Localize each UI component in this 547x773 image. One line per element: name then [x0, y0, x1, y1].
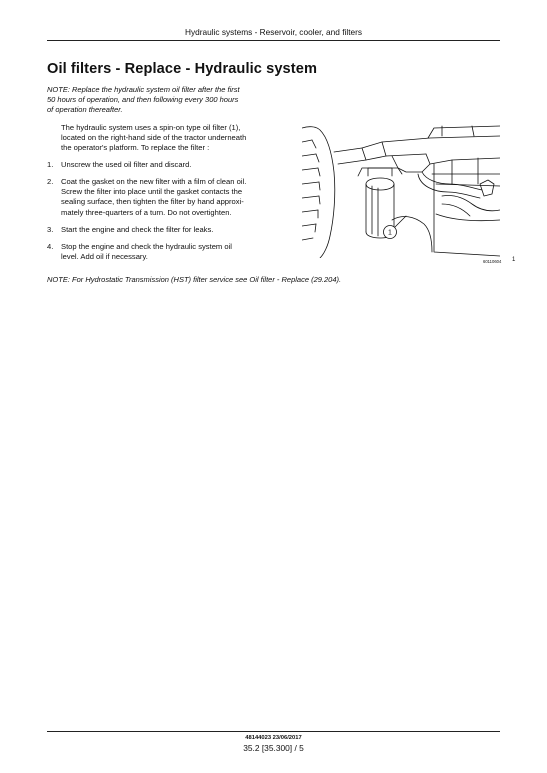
step-line: Stop the engine and check the hydraulic system oil [61, 242, 232, 251]
step-line: Unscrew the used oil filter and discard. [61, 160, 192, 169]
footer-doc-code: 48144023 23/06/2017 [245, 735, 302, 741]
intro-paragraph [61, 123, 246, 154]
step-line: sealing surface, then tighten the filter by hand approxi- [61, 197, 244, 207]
step-line: Start the engine and check the filter for leaks. [61, 225, 214, 234]
footer-page-number: 35.2 [35.300] / 5 [243, 743, 304, 753]
step-line: level. Add oil if necessary. [61, 252, 148, 262]
intro-line: The hydraulic system uses a spin-on type oil filter (1), [61, 123, 241, 132]
header-rule [47, 40, 500, 41]
figure-number: 1 [512, 257, 516, 263]
note-top [47, 85, 240, 116]
page-header-title: Hydraulic systems - Reservoir, cooler, and filters [184, 27, 363, 37]
step-line: Screw the filter into place until the gasket contacts the [61, 187, 243, 197]
note-top-line: 50 hours of operation, and then following every 300 hours [47, 95, 239, 105]
note-bottom: NOTE: For Hydrostatic Transmission (HST) filter service see Oil filter - Replace (29.204). [47, 275, 342, 284]
step-number: 4. [47, 242, 54, 251]
step-number: 3. [47, 225, 54, 234]
step-line: mately three-quarters of a turn. Do not overtighten. [61, 207, 232, 217]
callout-label: 1 [388, 229, 392, 237]
intro-line: the operator's platform. To replace the filter : [61, 143, 210, 153]
figure-code: 60110604 [483, 259, 502, 264]
section-title: Oil filters - Replace - Hydraulic system [47, 61, 318, 77]
oil-filter-illustration [302, 124, 500, 258]
step-number: 1. [47, 160, 54, 169]
footer-rule [47, 731, 500, 732]
step-number: 2. [47, 177, 54, 186]
note-top-line: NOTE: Replace the hydraulic system oil filter after the first [47, 85, 240, 94]
intro-line: located on the right-hand side of the tractor underneath [61, 133, 247, 143]
note-top-line: of operation thereafter. [47, 105, 123, 115]
step-line: Coat the gasket on the new filter with a film of clean oil. [61, 177, 247, 186]
